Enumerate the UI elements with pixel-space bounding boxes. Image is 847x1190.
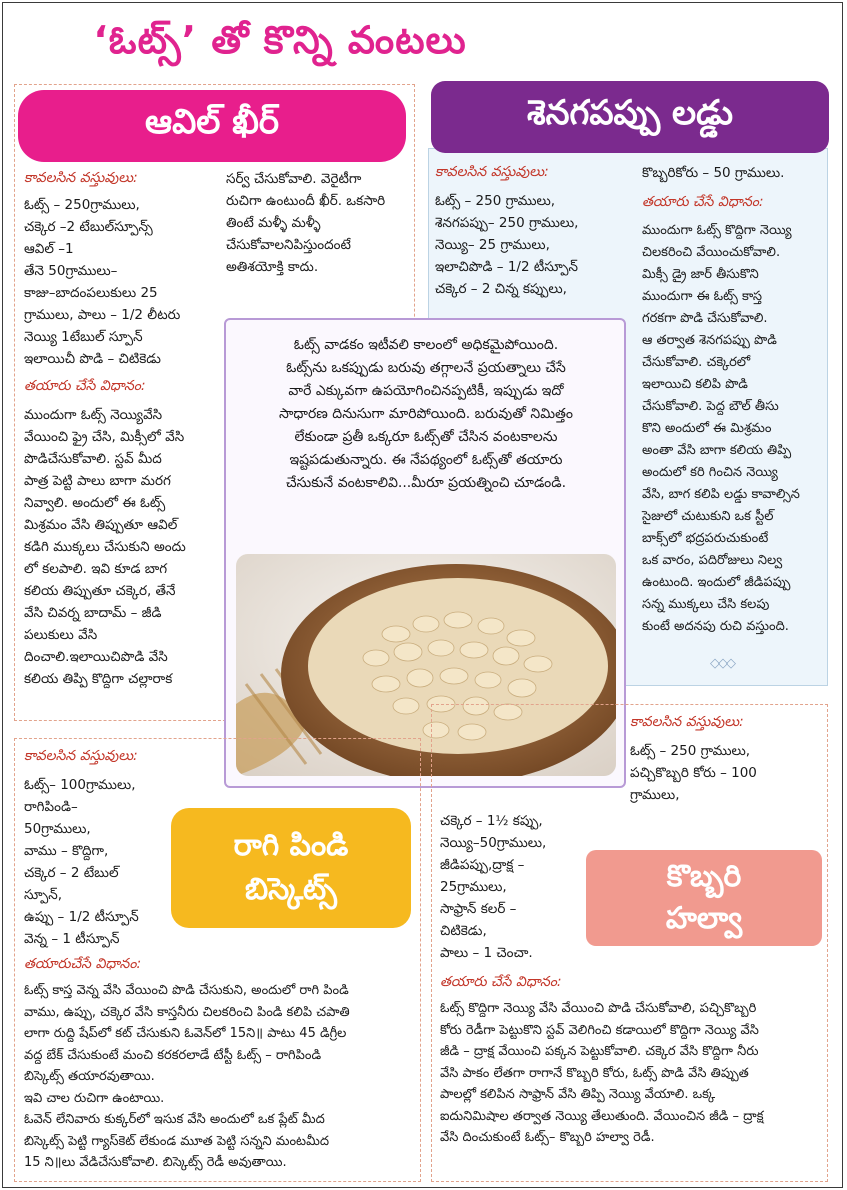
ragi-biscuits-title-line2: బిస్కెట్స్ (245, 872, 337, 907)
aval-kheer-ingredients: ఓట్స్ – 250గ్రాములు, చక్కెర –2 టేబుల్‌స్పూన్స్ ఆవిల్ –1 తేనె 50గ్రాములు– కాజు–బాదంపలుకులు 25 గ్రాములు, పాలు – 1/2 లీటరు నెయ్యి 1టేబుల్ స్పూన్ ఇలాయిచీ పొడి – చిటికెడు (24, 197, 181, 367)
aval-kheer-method-label: తయారు చేసే విధానం: (24, 378, 146, 394)
aval-kheer-method-continued: సర్వ్ చేసుకోవాలి. వెరైటీగా రుచిగా ఉంటుందీ ఖీర్. ఒకసారి తింటే మళ్ళీ మళ్ళీ చేసుకోవాలనిపిస్తుందంటే అతిశయోక్తి కాదు. (226, 171, 386, 275)
page-title: ‘ఓట్స్’ తో కొన్ని వంటలు (93, 18, 467, 62)
coconut-halwa-method: ఓట్స్ కొద్దిగా నెయ్యి వేసి వేయించి పొడి చేసుకోవాలి, పచ్చికొబ్బరి కోరు రెడీగా పెట్టుకొని స్టవ్ వెలిగించి కడాయిలో కొద్దిగా నెయ్యి వేసి జీడి – ద్రాక్ష వేయించి పక్కన పెట్టుకోవాలి. చక్కెర వేసి కొద్దిగా నీరు వేసి పాకం లేతగా రాగానే కొబ్బరి కోరు, ఓట్స్ పొడి వేసి తిప్పుత పాలల్లో కలిపిన సాఫ్రాన్ వేసి తిప్పి నెయ్యి వేయాలి. ఒక్క ఐదునిమిషాల తర్వాత నెయ్యి తేలుతుంది. వేయించిన జీడి – ద్రాక్ష వేసి దించుకుంటే ఓట్స్– కొబ్బరి హల్వా రెడీ. (440, 1001, 764, 1145)
chana-laddu-ingredients-continued: కొబ్బరికోరు – 50 గ్రాములు. (642, 165, 785, 181)
coconut-halwa-heading (586, 850, 822, 946)
coconut-halwa-title-line1: కొబ్బరి (666, 859, 742, 894)
ornament-diamond-icon: ◇◇◇ (710, 656, 734, 671)
ragi-biscuits-title-line1: రాగి పిండి (233, 828, 349, 863)
chana-laddu-heading: శెనగపప్పు లడ్డు (431, 81, 829, 153)
chana-laddu-ingredients-label: కావలసిన వస్తువులు: (435, 164, 549, 180)
chana-laddu-method: ముందుగా ఓట్స్ కొద్దిగా నెయ్యి చిలకరించి వేయించుకోవాలి. మిక్సీ డ్రై జార్ తీసుకొని ముందుగా ఈ ఓట్స్ కాస్త గరకగా పొడి చేసుకోవాలి. ఆ తర్వాత శెనగపప్పు పొడి చేసుకోవాలి. చక్కెరలో ఇలాయిచి కలిపి పొడి చేసుకోవాలి. పెద్ద బౌల్ తీసు కొని అందులో ఈ మిశ్రమం అంతా వేసి బాగా కలియ తిప్పి అందులో కరి గించిన నెయ్యి వేసి, బాగ కలిపి లడ్డు కావాల్సిన సైజులో చుటుకుని ఒక స్టీల్ బాక్స్‌లో భద్రపరుచుకుంటే ఒక వారం, పదిరోజులు నిల్వ ఉంటుంది. ఇందులో జీడిపప్పు సన్న ముక్కలు చేసి కలపు కుంటే అదనపు రుచి వస్తుంది. (642, 223, 800, 634)
aval-kheer-ingredients-label: కావలసిన వస్తువులు: (24, 170, 138, 186)
coconut-halwa-ingredients-label: కావలసిన వస్తువులు: (630, 714, 744, 730)
ragi-biscuits-heading (171, 808, 411, 928)
ragi-biscuits-method: ఓట్స్ కాస్త వెన్న వేసి వేయించి పొడి చేసుకుని, అందులో రాగి పిండి వాము, ఉప్పు, చక్కెర వేసి కాస్తనీరు చిలకరించి పిండి కలిపి చపాతి లాగా రుద్ది షేప్‌లో కట్ చేసుకుని ఓవెన్‌లో 15ని॥ పాటు 45 డిగ్రీల వద్ద బేక్ చేసుకుంటే మంచి కరకరలాడే టేస్టీ ఓట్స్ – రాగిపిండి బిస్కెట్స్ తయారవుతాయి. ఇవి చాల రుచిగా ఉంటాయి. ఓవెన్ లేనివారు కుక్కర్‌లో ఇసుక వేసి అందులో ఒక ప్లేట్ మీద బిస్కెట్స్ పెట్టి గ్యాస్‌కెట్ లేకుండ మూత పెట్టి సన్నని మంటమీద 15 ని॥లు వేడిచేసుకోవాలి. బిస్కెట్స్ రెడీ అవుతాయి. (24, 983, 350, 1170)
coconut-halwa-ingredients-top: ఓట్స్ – 250 గ్రాములు, పచ్చికొబ్బరి కోరు – 100 గ్రాములు, (630, 743, 757, 803)
chana-laddu-method-label: తయారు చేసే విధానం: (642, 194, 764, 210)
coconut-halwa-ingredients: చక్కెర – 1½ కప్పు, నెయ్యి–50గ్రాములు, జీడిపప్పు,ద్రాక్ష – 25గ్రాములు, సాఫ్రాన్ కలర్ – చిటికెడు, పాలు – 1 చెంచా. (440, 813, 547, 961)
coconut-halwa-method-label: తయారు చేసే విధానం: (440, 974, 562, 990)
ragi-biscuits-ingredients: ఓట్స్– 100గ్రాములు, రాగిపిండి– 50గ్రాములు, వాము – కొద్దిగా, చక్కెర – 2 టేబుల్ స్పూన్, ఉప్పు – 1/2 టీస్పూన్ వెన్న – 1 టీస్పూన్ (24, 777, 139, 947)
ragi-biscuits-ingredients-label: కావలసిన వస్తువులు: (24, 748, 138, 764)
aval-kheer-heading: ఆవిల్ ఖీర్ (18, 90, 406, 162)
ragi-biscuits-method-label: తయారుచేసే విధానం: (24, 956, 142, 972)
chana-laddu-ingredients: ఓట్స్ – 250 గ్రాములు, శెనగపప్పు– 250 గ్రాములు, నెయ్యి– 25 గ్రాములు, ఇలాచిపొడి – 1/2 టీస్పూన్ చక్కెర – 2 చిన్న కప్పులు, (435, 193, 579, 297)
coconut-halwa-title-line2: హల్వా (665, 901, 743, 936)
intro-text: ఓట్స్ వాడకం ఇటీవలి కాలంలో అధికమైపోయింది. ఓట్స్‌ను ఒకప్పుడు బరువు తగ్గాలనే ప్రయత్నాలు చేసే వారే ఎక్కువగా ఉపయోగించినప్పటికీ, ఇప్పుడు ఇదో సాధారణ దినుసుగా మారిపోయింది. బరువుతో నిమిత్తం లేకుండా ప్రతీ ఒక్కరూ ఓట్స్‌తో చేసిన వంటకాలను ఇష్టపడుతున్నారు. ఈ నేపథ్యంలో ఓట్స్‌తో తయారు చేసుకునే వంటకాలివి...మీరూ ప్రయత్నించి చూడండి. (279, 337, 573, 491)
aval-kheer-method: ముందుగా ఓట్స్ నెయ్యివేసి వేయించి ఫ్రై చేసి, మిక్సీలో వేసి పొడిచేసుకోవాలి. స్టవ్ మీద పాత్ర పెట్టి పాలు బాగా మరగ నివ్వాలి. అందులో ఈ ఓట్స్ మిశ్రమం వేసి తిప్పుతూ ఆవిల్ కడిగి ముక్కలు చేసుకుని అందు లో కలపాలి. ఇవి కూడ బాగ కలియ తిప్పుతూ చక్కెర, తేనే వేసి చివర్న బాదామ్ – జీడి పలుకులు వేసి దించాలి.ఇలాయిచిపొడి వేసి కలియ తిప్పి కొద్దిగా చల్లారాక (24, 407, 186, 687)
